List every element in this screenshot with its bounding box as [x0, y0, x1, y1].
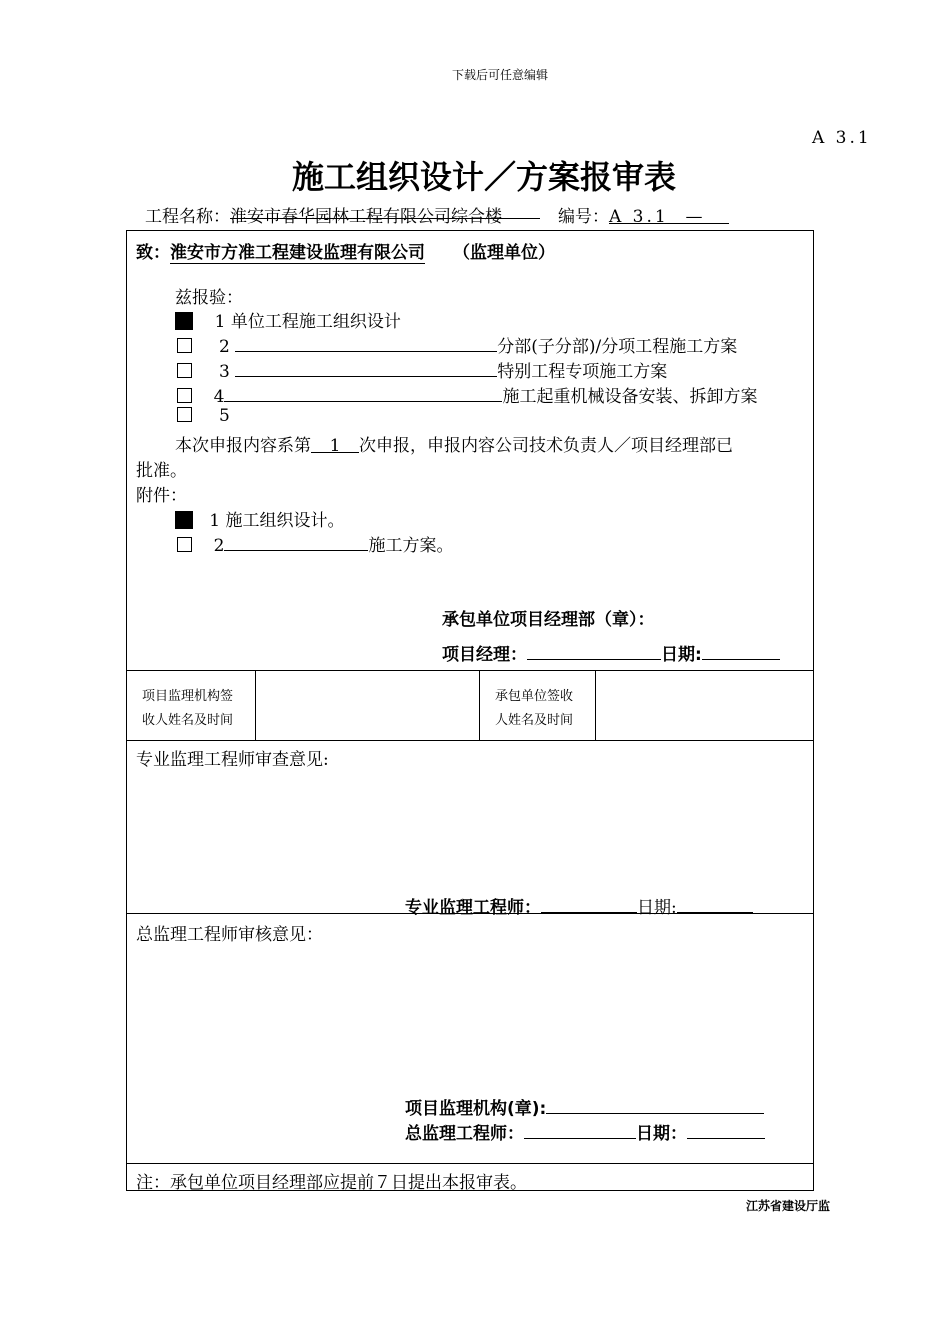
item-row: 3 特别工程专项施工方案 — [177, 357, 667, 382]
blank-line — [224, 385, 502, 402]
engineer-sign-line: 专业监理工程师： 日期: — [405, 893, 753, 918]
checkbox-checked[interactable] — [175, 511, 193, 529]
number-field: A 3.1 — — [609, 207, 729, 224]
declaration-line2: 批准。 — [136, 461, 187, 481]
project-name-field: 淮安市春华园林工程有限公司综合楼 — [230, 202, 540, 219]
blank-line — [235, 335, 497, 352]
attachments-label: 附件： — [136, 486, 187, 506]
chief-date-field[interactable] — [687, 1122, 765, 1139]
checkbox[interactable] — [177, 537, 192, 552]
intro-text: 兹报验： — [175, 288, 243, 308]
item-row: 5 — [177, 406, 230, 426]
project-label: 工程名称： — [145, 207, 230, 227]
number-label: 编号： — [558, 207, 609, 227]
checkbox[interactable] — [177, 388, 192, 403]
divider — [126, 740, 814, 741]
project-line — [145, 202, 729, 227]
contractor-receipt-field[interactable] — [596, 671, 813, 739]
addressee: 致：淮安市方准工程建设监理有限公司 （监理单位） — [136, 243, 555, 263]
divider — [126, 1163, 814, 1164]
chief-review-heading: 总监理工程师审核意见： — [136, 925, 323, 945]
count-field: 1 — [311, 436, 359, 453]
form-code: A 3.1 — [812, 128, 872, 148]
engineer-date-field[interactable] — [677, 896, 753, 913]
issuer-footer: 江苏省建设厅监 — [746, 1199, 831, 1213]
declaration: 本次申报内容系第 1 次申报，申报内容公司技术负责人／项目经理部已 — [175, 436, 733, 456]
checkbox[interactable] — [177, 338, 192, 353]
supervision-org: 淮安市方准工程建设监理有限公司 — [170, 243, 425, 263]
pm-sign-line: 项目经理： 日期: — [442, 640, 780, 665]
supervision-receipt-field[interactable] — [256, 671, 478, 739]
pm-signature-field[interactable] — [527, 643, 661, 660]
checkbox-checked[interactable] — [175, 312, 193, 330]
contractor-seal-label: 承包单位项目经理部（章）： — [442, 610, 655, 630]
org-seal-field[interactable] — [546, 1097, 764, 1114]
pm-date-field[interactable] — [702, 643, 780, 660]
header-note: 下载后可任意编辑 — [452, 68, 549, 82]
page-title: 施工组织设计／方案报审表 — [292, 158, 677, 196]
divider — [479, 670, 480, 740]
chief-org-line: 项目监理机构(章): — [405, 1094, 764, 1119]
item-row: 1 单位工程施工组织设计 — [175, 307, 401, 332]
engineer-signature-field[interactable] — [541, 896, 637, 913]
contractor-receipt-label: 承包单位签收 人姓名及时间 — [495, 689, 574, 728]
attachment-row: 1 施工组织设计。 — [175, 506, 344, 531]
supervision-receipt-label: 项目监理机构签 收人姓名及时间 — [142, 689, 234, 728]
footnote: 注：承包单位项目经理部应提前７日提出本报审表。 — [136, 1173, 527, 1193]
checkbox[interactable] — [177, 363, 192, 378]
item-row: 2 分部(子分部)/分项工程施工方案 — [177, 332, 737, 357]
attachment-row: 2 施工方案。 — [177, 531, 453, 556]
item-row: 4 施工起重机械设备安装、拆卸方案 — [177, 382, 757, 407]
chief-sign-line: 总监理工程师： 日期： — [405, 1119, 765, 1144]
checkbox[interactable] — [177, 407, 192, 422]
engineer-review-heading: 专业监理工程师审查意见: — [136, 750, 329, 770]
blank-line — [235, 360, 497, 377]
chief-signature-field[interactable] — [524, 1122, 636, 1139]
blank-line — [224, 534, 368, 551]
